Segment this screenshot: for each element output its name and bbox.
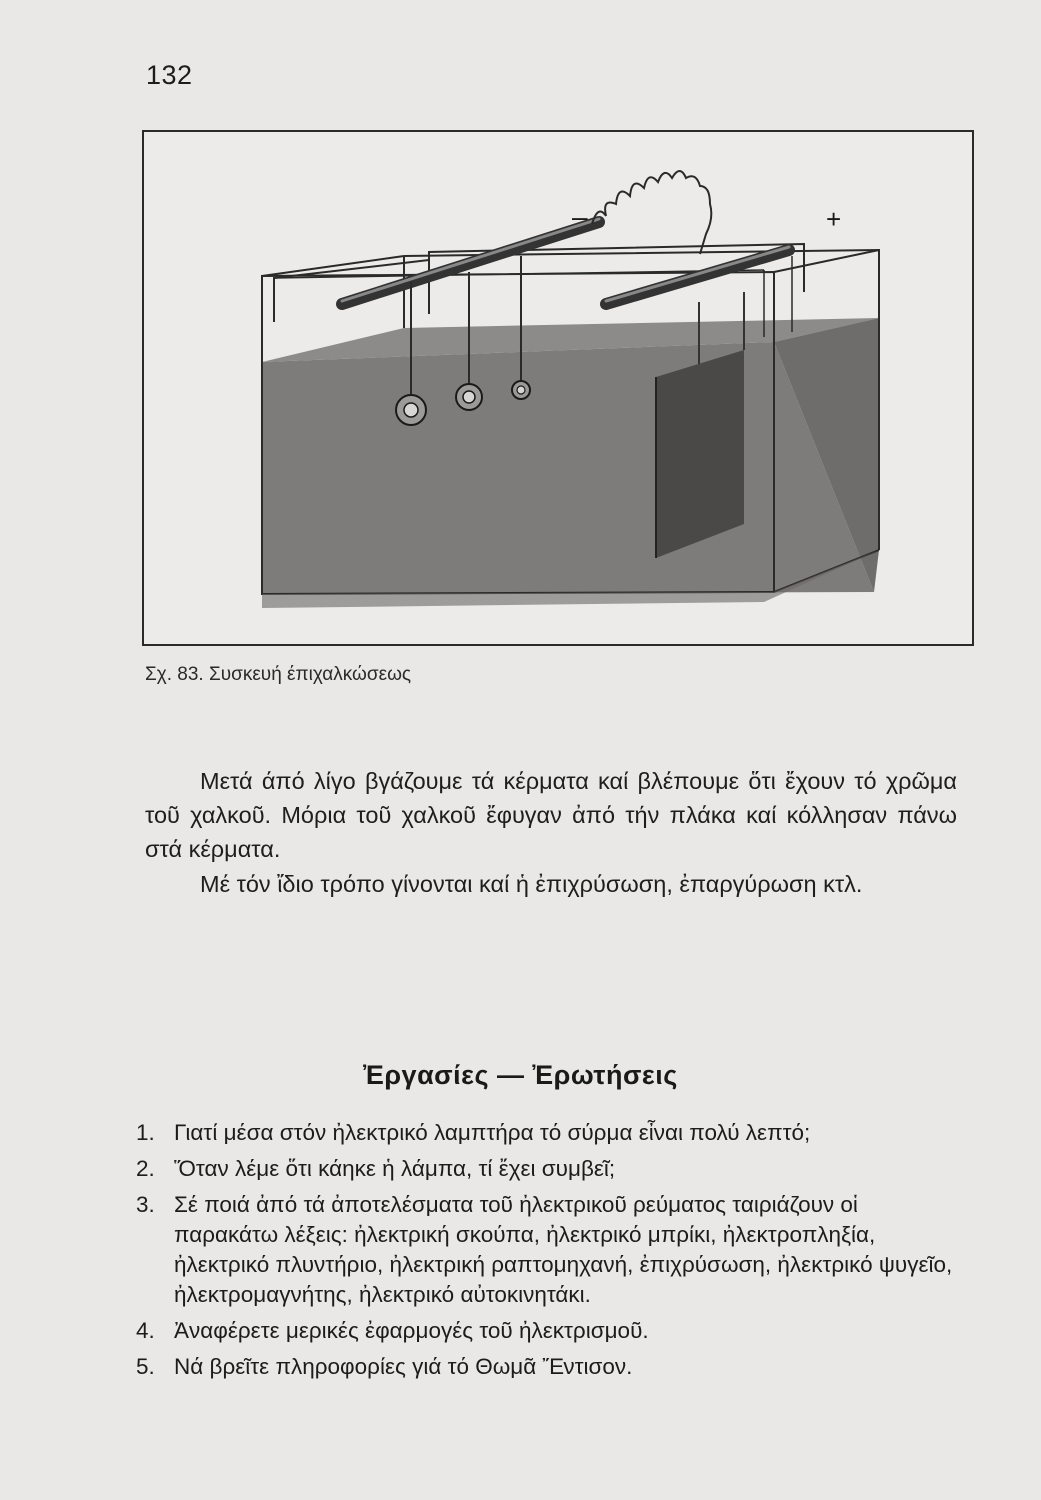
body-paragraph-1: Μετά άπό λίγο βγάζουμε τά κέρματα καί βλέπουμε ὅτι ἔχουν τό χρῶμα τοῦ χαλκοῦ. Μόρια τοῦ χαλκοῦ ἔφυγαν ἀπό τήν πλάκα καί κόλλησαν πάνω στά κέρματα. [145, 767, 957, 862]
cathode-rod [342, 222, 599, 304]
questions-list [136, 1118, 966, 1388]
anode-rod [606, 250, 789, 304]
figure-caption: Σχ. 83. Συσκευή έπιχαλκώσεως [145, 664, 412, 685]
coin-2 [456, 384, 482, 410]
body-paragraph-2: Μέ τόν ἴδιο τρόπο γίνονται καί ἡ ἐπιχρύσωση, ἐπαργύρωση κτλ. [200, 870, 863, 897]
question-number: 2. [136, 1156, 155, 1181]
question-number: 3. [136, 1192, 155, 1217]
plus-label: + [826, 204, 842, 234]
support-frame [274, 244, 804, 322]
question-text: Γιατί μέσα στόν ἠλεκτρικό λαμπτήρα τό σύρμα εἶναι πολύ λεπτό; [174, 1120, 811, 1145]
figure-electroplating-apparatus [142, 130, 974, 646]
question-item [136, 1118, 966, 1148]
question-item [136, 1190, 966, 1310]
question-text: Ἀναφέρετε μερικές ἐφαρμογές τοῦ ἠλεκτρισμοῦ. [174, 1318, 649, 1343]
coiled-wire [592, 171, 711, 254]
question-item [136, 1316, 966, 1346]
page-number: 132 [146, 60, 193, 90]
question-item [136, 1352, 966, 1382]
liquid-front-face [262, 342, 874, 594]
minus-label: – [572, 201, 588, 232]
copper-plate [656, 350, 744, 558]
coin-1 [396, 395, 426, 425]
question-number: 5. [136, 1354, 155, 1379]
question-text: Νά βρεῖτε πληροφορίες γιά τό Θωμᾶ Ἔντισον. [174, 1354, 633, 1379]
apparatus-illustration [144, 132, 974, 646]
question-number: 1. [136, 1120, 155, 1145]
question-text: Σέ ποιά ἀπό τά ἀποτελέσματα τοῦ ἠλεκτρικοῦ ρεύματος ταιριάζουν οἱ παρακάτω λέξεις: ἠλεκτρική σκούπα, ἠλεκτρικό μπρίκι, ἠλεκτροπληξία, ἠλεκτρικό πλυντήριο, ἠλεκτρική ραπτομηχανή, ἐπιχρύσωση, ἠλεκτρικό ψυγεῖο, ἠλεκτρομαγνήτης, ἠλεκτρικό αὐτοκινητάκι. [174, 1192, 953, 1307]
question-item [136, 1154, 966, 1184]
section-heading: Ἐργασίες — Ἐρωτήσεις [363, 1060, 678, 1090]
question-text: Ὅταν λέμε ὅτι κάηκε ἡ λάμπα, τί ἔχει συμβεῖ; [174, 1156, 616, 1181]
question-number: 4. [136, 1318, 155, 1343]
coin-3 [512, 381, 530, 399]
